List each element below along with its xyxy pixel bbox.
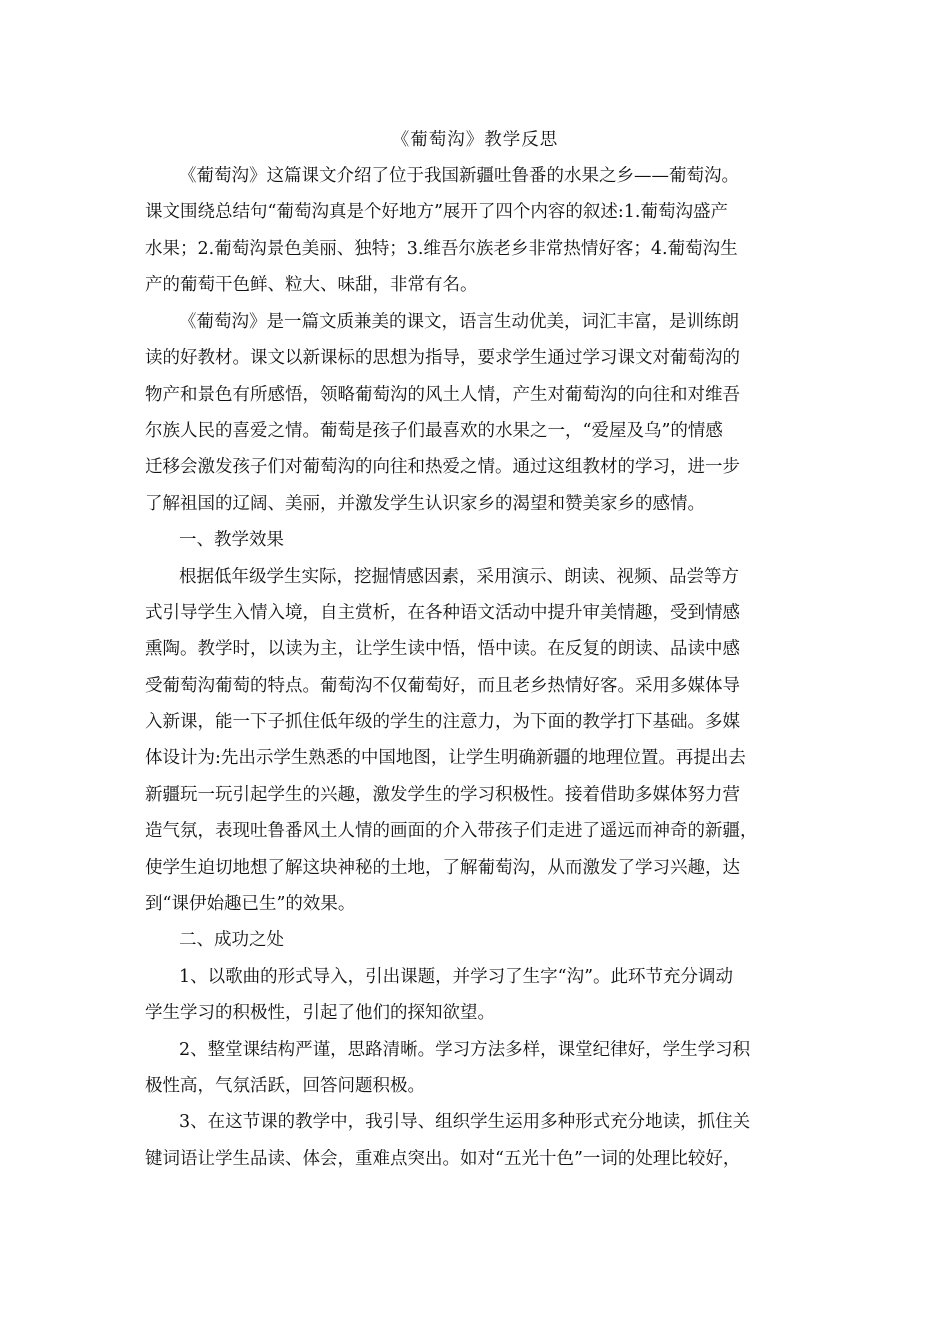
paragraph-line: 到“课伊始趣已生”的效果。 xyxy=(145,894,356,914)
paragraph-line: 学生学习的积极性，引起了他们的探知欲望。 xyxy=(145,1003,495,1023)
paragraph-line: 产的葡萄干色鲜、粒大、味甜，非常有名。 xyxy=(145,275,478,295)
paragraph-line: 课文围绕总结句“葡萄沟真是个好地方”展开了四个内容的叙述:1.葡萄沟盛产 xyxy=(145,202,728,222)
paragraph-line: 键词语让学生品读、体会，重难点突出。如对“五光十色”一词的处理比较好， xyxy=(145,1149,741,1169)
paragraph-line: 新疆玩一玩引起学生的兴趣，激发学生的学习积极性。接着借助多媒体努力营 xyxy=(145,785,740,805)
paragraph-line: 使学生迫切地想了解这块神秘的土地，了解葡萄沟，从而激发了学习兴趣，达 xyxy=(145,858,740,878)
section-heading: 一、教学效果 xyxy=(179,530,284,550)
paragraph-line: 尔族人民的喜爱之情。葡萄是孩子们最喜欢的水果之一，“爱屋及乌”的情感 xyxy=(145,421,723,441)
paragraph-line: 受葡萄沟葡萄的特点。葡萄沟不仅葡萄好，而且老乡热情好客。采用多媒体导 xyxy=(145,676,740,696)
paragraph-line: 迁移会激发孩子们对葡萄沟的向往和热爱之情。通过这组教材的学习，进一步 xyxy=(145,457,740,477)
paragraph-line: 熏陶。教学时，以读为主，让学生读中悟，悟中读。在反复的朗读、品读中感 xyxy=(145,639,740,659)
paragraph-line: 3、在这节课的教学中，我引导、组织学生运用多种形式充分地读，抓住关 xyxy=(179,1112,751,1132)
paragraph-line: 入新课，能一下子抓住低年级的学生的注意力，为下面的教学打下基础。多媒 xyxy=(145,712,740,732)
paragraph-line: 水果；2.葡萄沟景色美丽、独特；3.维吾尔族老乡非常热情好客；4.葡萄沟生 xyxy=(145,239,738,259)
paragraph-line: 式引导学生入情入境，自主赏析，在各种语文活动中提升审美情趣，受到情感 xyxy=(145,603,740,623)
paragraph-line: 《葡萄沟》是一篇文质兼美的课文，语言生动优美，词汇丰富，是训练朗 xyxy=(179,312,739,332)
paragraph-line: 极性高，气氛活跃，回答问题积极。 xyxy=(145,1076,425,1096)
paragraph-line: 了解祖国的辽阔、美丽，并激发学生认识家乡的渴望和赞美家乡的感情。 xyxy=(145,494,705,514)
paragraph-line: 根据低年级学生实际，挖掘情感因素，采用演示、朗读、视频、品尝等方 xyxy=(179,567,739,587)
section-heading: 二、成功之处 xyxy=(179,930,284,950)
paragraph-line: 1、以歌曲的形式导入，引出课题，并学习了生字“沟”。此环节充分调动 xyxy=(179,967,734,987)
document-title: 《葡萄沟》教学反思 xyxy=(391,130,559,150)
paragraph-line: 物产和景色有所感悟，领略葡萄沟的风土人情，产生对葡萄沟的向往和对维吾 xyxy=(145,385,740,405)
paragraph-line: 2、整堂课结构严谨，思路清晰。学习方法多样，课堂纪律好，学生学习积 xyxy=(179,1040,751,1060)
paragraph-line: 造气氛，表现吐鲁番风土人情的画面的介入带孩子们走进了遥远而神奇的新疆， xyxy=(145,821,758,841)
paragraph-line: 《葡萄沟》这篇课文介绍了位于我国新疆吐鲁番的水果之乡——葡萄沟。 xyxy=(179,166,739,186)
paragraph-line: 体设计为:先出示学生熟悉的中国地图，让学生明确新疆的地理位置。再提出去 xyxy=(145,748,746,768)
paragraph-line: 读的好教材。课文以新课标的思想为指导，要求学生通过学习课文对葡萄沟的 xyxy=(145,348,740,368)
